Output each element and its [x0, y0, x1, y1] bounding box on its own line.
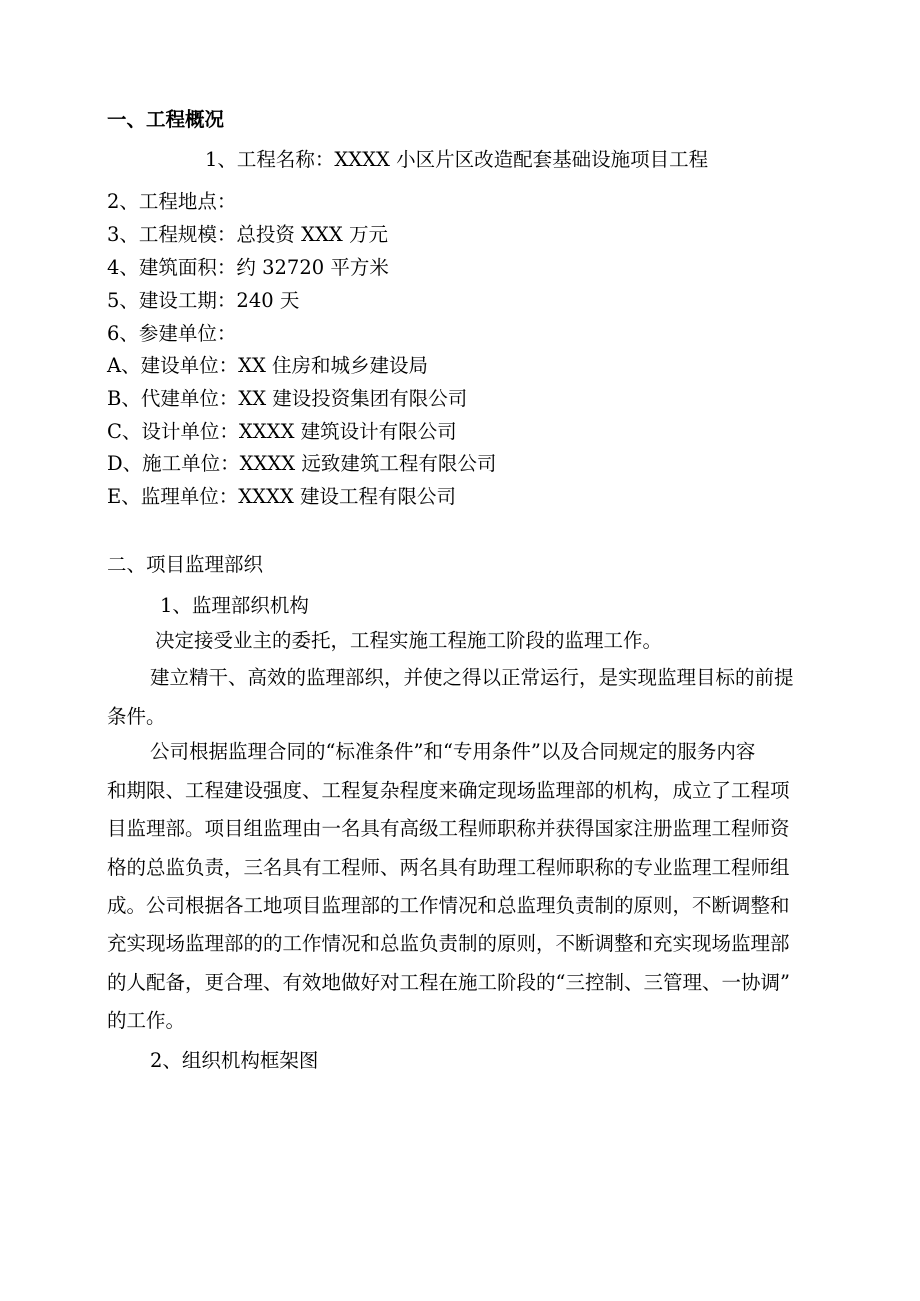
item-unit-d: D、施工单位：XXXX 远致建筑工程有限公司: [107, 452, 497, 475]
project-name-line: 1、工程名称：XXXX 小区片区改造配套基础设施项目工程: [205, 148, 709, 171]
paragraph-3-line-8: 的工作。: [107, 1009, 186, 1032]
paragraph-3-line-7: 的人配备，更合理、有效地做好对工程在施工阶段的“三控制、三管理、一协调”: [107, 971, 790, 994]
item-unit-e: E、监理单位：XXXX 建设工程有限公司: [107, 485, 456, 508]
item-building-area: 4、建筑面积：约 32720 平方米: [107, 256, 389, 279]
item-project-location: 2、工程地点：: [107, 190, 237, 213]
section-1-heading: 一、工程概况: [107, 108, 225, 131]
item-construction-period: 5、建设工期：240 天: [107, 289, 300, 312]
paragraph-3-line-5: 成。公司根据各工地项目监理部的工作情况和总监理负责制的原则，不断调整和: [107, 894, 790, 917]
item-participating-units: 6、参建单位：: [107, 322, 237, 345]
item-unit-a: A、建设单位：XX 住房和城乡建设局: [107, 354, 429, 377]
paragraph-3-line-6: 充实现场监理部的的工作情况和总监负责制的原则，不断调整和充实现场监理部: [107, 932, 790, 955]
paragraph-3-line-1: 公司根据监理合同的“标准条件”和“专用条件”以及合同规定的服务内容: [150, 740, 756, 763]
item-project-scale: 3、工程规模：总投资 XXX 万元: [107, 223, 388, 246]
paragraph-3-line-3: 目监理部。项目组监理由一名具有高级工程师职称并获得国家注册监理工程师资: [107, 817, 790, 840]
subsection-2-heading: 2、组织机构框架图: [150, 1049, 319, 1072]
item-unit-c: C、设计单位：XXXX 建筑设计有限公司: [107, 420, 457, 443]
paragraph-2-line-1: 建立精干、高效的监理部织，并使之得以正常运行，是实现监理目标的前提: [150, 666, 794, 689]
paragraph-3-line-2: 和期限、工程建设强度、工程复杂程度来确定现场监理部的机构，成立了工程项: [107, 779, 790, 802]
paragraph-3-line-4: 格的总监负责，三名具有工程师、两名具有助理工程师职称的专业监理工程师组: [107, 856, 790, 879]
item-unit-b: B、代建单位：XX 建设投资集团有限公司: [107, 387, 468, 410]
paragraph-2-line-2: 条件。: [107, 705, 166, 728]
subsection-1-heading: 1、监理部织机构: [160, 594, 309, 617]
paragraph-1: 决定接受业主的委托，工程实施工程施工阶段的监理工作。: [155, 629, 663, 652]
section-2-heading: 二、项目监理部织: [107, 553, 264, 576]
